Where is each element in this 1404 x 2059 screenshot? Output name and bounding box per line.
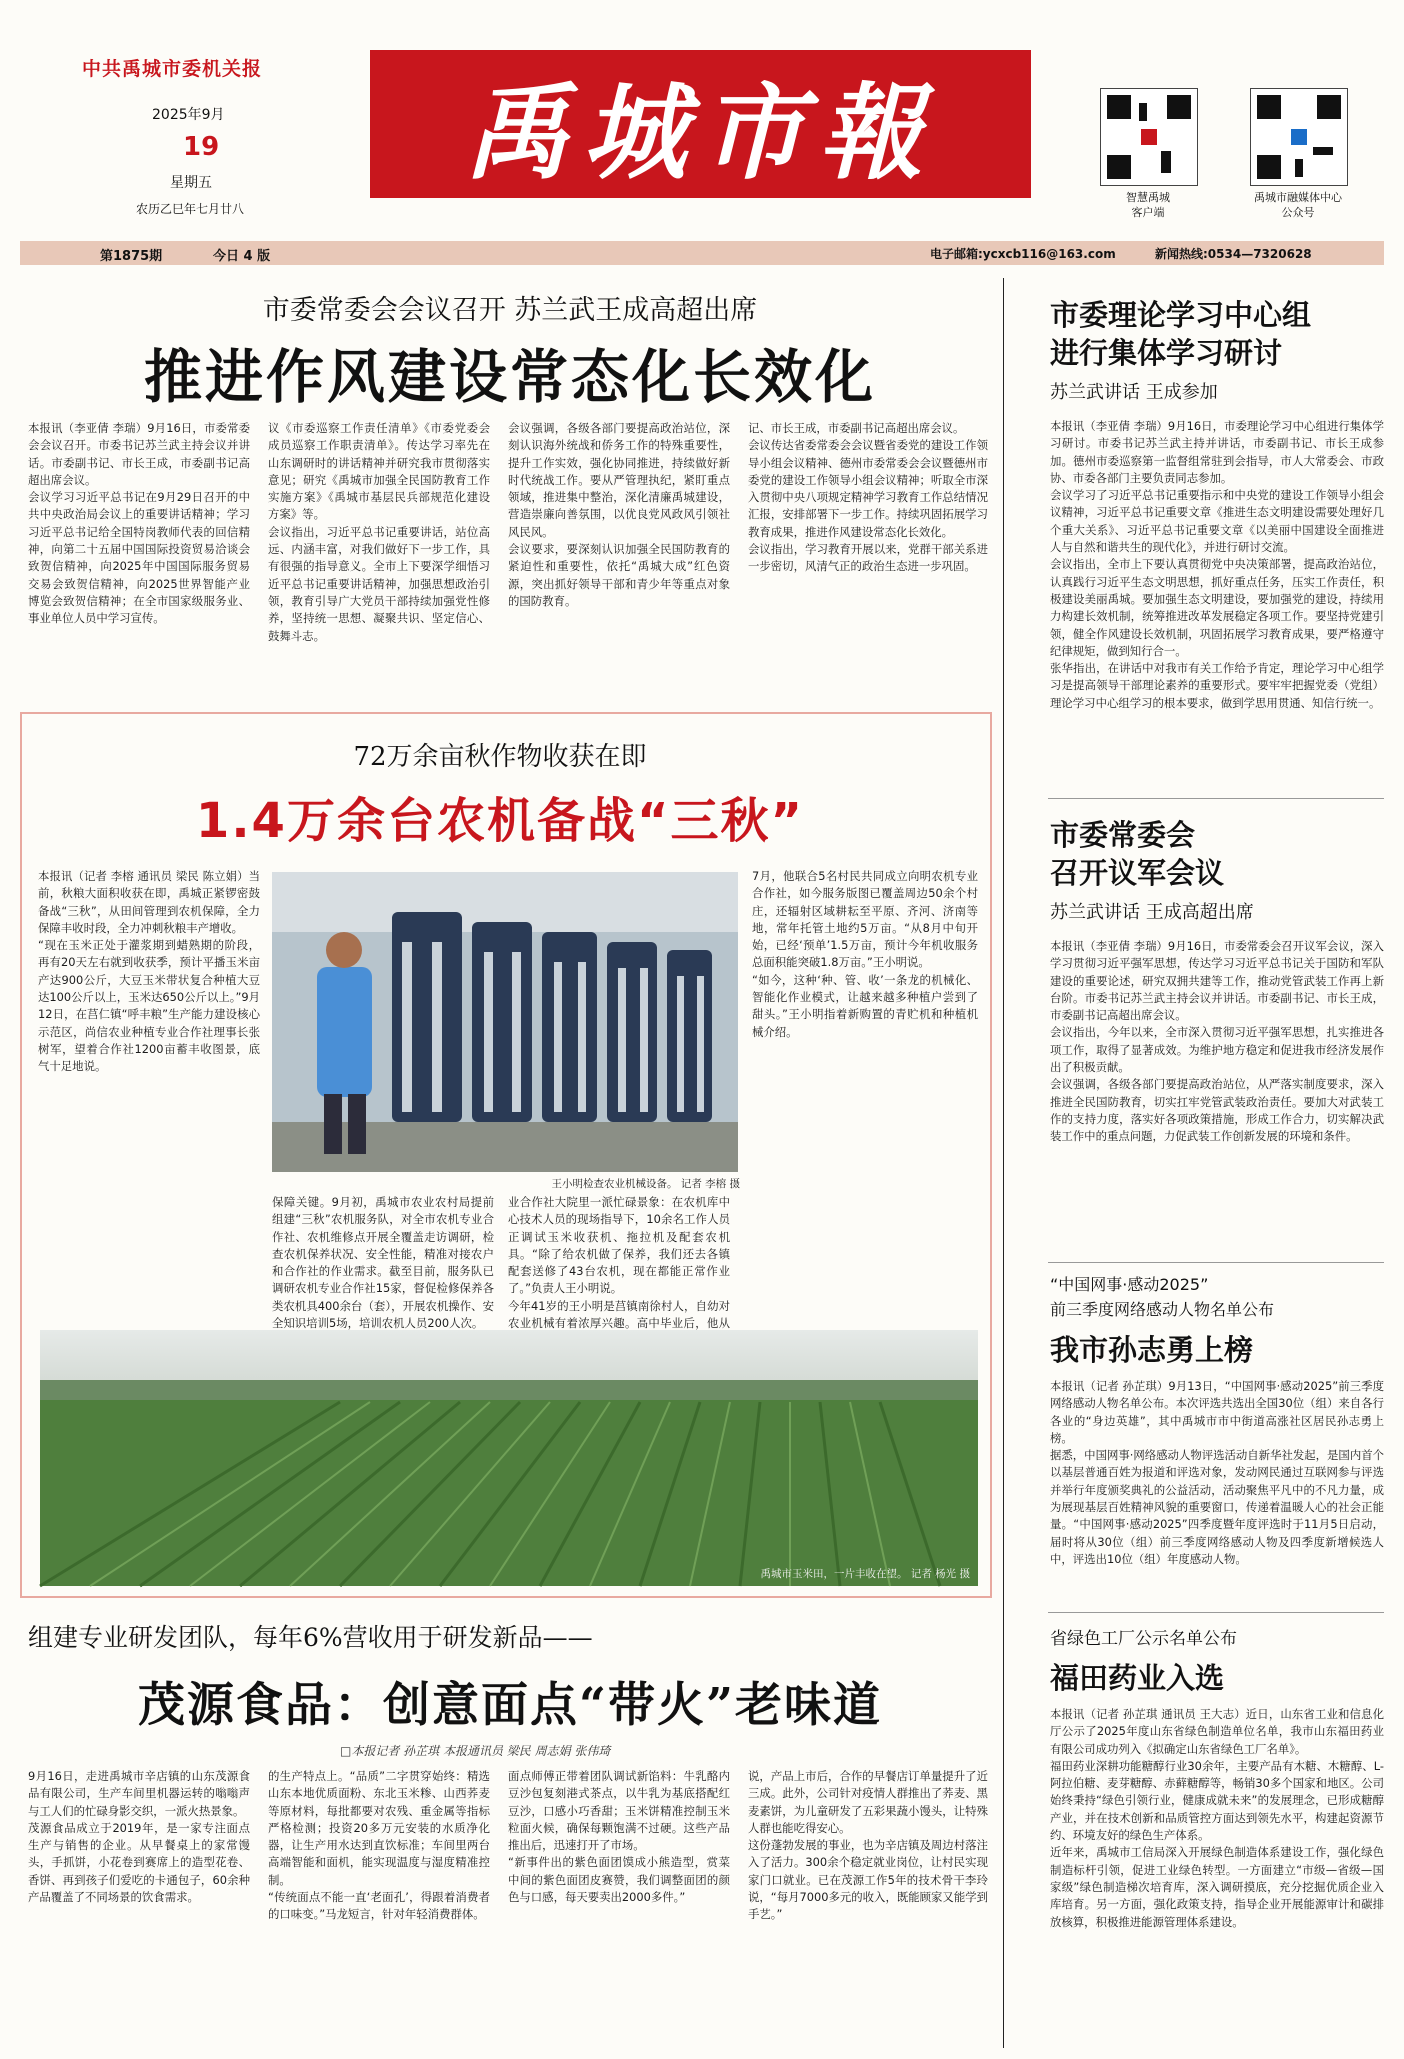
sidebar-a2-text: 本报讯（李亚倩 李瑞）9月16日，市委常委会召开议军会议，深入学习贯彻习近平强军思想，传达学习习近平总书记关于国防和军队建设的重要论述，研究双拥共建等工作，推动党管武装工作再上新台阶。市委书记苏兰武主持会议并讲话。市委副书记、市长王成，市委副书记高超出席会议。 会议指出，今年以来，全市深入贯彻习近平强军思想，扎实推进各项工作，取得了显著成效。为维护地方稳定和促进我市经济发展作出了积极贡献。 会议强调，各级各部门要提高政治站位，从严落实制度要求，深入推进全民国防教育，切实扛牢党管武装政治责任。要加大对武装工作的支持力度，落实好各项政策措施，形成工作合力，切实解决武装工作中的重点问题，力促武装工作创新发展的环境和条件。 — [1050, 939, 1384, 1144]
sidebar-a3-text: 本报讯（记者 孙芷琪）9月13日，“中国网事·感动2025”前三季度网络感动人物名单公布。本次评选共选出全国30位（组）来自各行各业的“身边英雄”，其中禹城市市中街道高涨社区居民孙志勇上榜。 据悉，中国网事·网络感动人物评选活动自新华社发起，是国内首个以基层普通百姓为报道和评选对象，发动网民通过互联网参与评选并举行年度颁奖典礼的公益活动，活动聚焦平凡中的不凡力量，成为展现基层百姓精神风貌的重要窗口，传递着温暖人心的社会正能量。“中国网事·感动2025”四季度暨年度评选时于11月5日启动，届时将从30位（组）前三季度网络感动人物及四季度新增候选人中，评选出10位（组）年度感动人物。 — [1050, 1379, 1384, 1566]
harvest-col-4: 7月，他联合5名村民共同成立向明农机专业合作社，如今服务版图已覆盖周边50余个村庄，还辐射区域耕耘至平原、齐河、济南等地，常年托管土地约5万亩。“从8月中旬开始，已经‘预单’1.5万亩，预计今年机收服务总面积能突破1.8万亩。”王小明说。 “如今，这种‘种、管、收’一条龙的机械化、智能化作业模式，让越来越多种植户尝到了甜头。”王小明指着新购置的青贮机和种植机械介绍。 — [752, 869, 978, 1039]
sidebar-a1-sub: 苏兰武讲话 王成参加 — [1050, 382, 1218, 403]
sidebar-a4-kicker: 省绿色工厂公示名单公布 — [1050, 1629, 1237, 1649]
date-day: 19 — [183, 132, 220, 162]
lead-kicker: 市委常委会会议召开 苏兰武王成高超出席 — [262, 295, 758, 326]
maoyuan-col-1: 9月16日，走进禹城市辛店镇的山东茂源食品有限公司，生产车间里机器运转的嗡嗡声与工人们的忙碌身影交织，一派火热景象。 茂源食品成立于2019年，是一家专注面点生产与销售的企业。从早餐桌上的家常馒头，手抓饼，小花卷到赛席上的造型花卷、香饼、再到孩子们爱吃的卡通包子，60余种产品覆盖了不同场景的饮食需求。 — [28, 1769, 250, 1905]
contact-email: 电子邮箱:ycxcb116@163.com — [930, 247, 1116, 261]
qr-wechat-label: 禹城市融媒体中心 公众号 — [1254, 191, 1342, 219]
maoyuan-headline: 茂源食品：创意面点“带火”老味道 — [137, 1678, 883, 1733]
lead-col-1: 本报讯（李亚倩 李瑞）9月16日，市委常委会会议召开。市委书记苏兰武主持会议并讲话。市委副书记、市长王成，市委副书记高超出席会议。 会议学习习近平总书记在9月29日召开的中共中央政治局会议上的重要讲话精神；学习习近平总书记给全国特岗教师代表的回信精神，向第二十五届中国国际投资贸易洽谈会致贺信精神，向2025年中国国际服务贸易交易会致贺信精神，向2025世界智能产业博览会致贺信精神；在全市国家级服务业、事业单位人员中学习宣传。 — [28, 421, 250, 626]
farmer-photo-svg — [272, 872, 738, 1172]
harvest-kicker: 72万余亩秋作物收获在即 — [353, 742, 647, 772]
date-lunar: 农历乙巳年七月廿八 — [136, 202, 245, 216]
sidebar-a3-kicker: “中国网事·感动2025” 前三季度网络感动人物名单公布 — [1050, 1275, 1275, 1319]
sidebar-divider-3 — [1048, 1612, 1384, 1613]
date-weekday: 星期五 — [170, 175, 212, 191]
date-year-month: 2025年9月 — [152, 107, 225, 123]
lead-col-2: 议《市委巡察工作责任清单》《市委党委会成员巡察工作职责清单》。传达学习率先在山东调研时的讲话精神并研究我市贯彻落实意见；研究《禹城市加强全民国防教育工作实施方案》《禹城市基层民兵部规范化建设方案》等。 会议指出，习近平总书记重要讲话，站位高远、内涵丰富，对我们做好下一步工作，具有很强的指导意义。全市上下要深学细悟习近平总书记重要讲话精神，加强思想政治引领，教育引导广大党员干部持续加强党性修养，坚持统一思想、凝聚共识、坚定信心、鼓舞斗志。 — [268, 421, 490, 643]
maoyuan-kicker: 组建专业研发团队，每年6%营收用于研发新品—— — [28, 1623, 593, 1652]
farmer-machinery-photo — [272, 872, 738, 1172]
cornfield-photo-svg — [40, 1330, 978, 1586]
harvest-col-2: 保障关键。9月初，禹城市农业农村局提前组建“三秋”农机服务队，对全市农机专业合作社、农机维修点开展全覆盖走访调研，检查农机保养状况、安全性能，精准对接农户和合作社的作业需求。截至目前，服务队已调研农机专业合作社15家，督促检修保养各类农机具400余台（套），开展农机操作、安全知识培训5场，培训农机人员200人次。 — [272, 1195, 494, 1331]
sidebar-a2-headline: 市委常委会 召开议军会议 — [1050, 818, 1225, 890]
lead-headline: 推进作风建设常态化长效化 — [143, 343, 876, 411]
sidebar-divider-2 — [1048, 1262, 1384, 1263]
newspaper-title: 禹城市報 — [464, 71, 937, 194]
qr-app-label: 智慧禹城 客户端 — [1126, 191, 1170, 219]
issue-number: 第1875期 — [100, 249, 163, 264]
sidebar-a3-headline: 我市孙志勇上榜 — [1050, 1333, 1254, 1367]
farmer-photo-caption: 王小明检查农业机械设备。 记者 李榕 摄 — [551, 1178, 740, 1190]
vertical-divider — [1003, 278, 1004, 2048]
maoyuan-col-3: 面点师傅正带着团队调试新馅料：牛乳酪内豆沙包复刻港式茶点，以牛乳为基底搭配红豆沙，口感小巧香甜；玉米饼精准控制玉米粒面火候，确保每颗饱满不过硬。这些产品推出后，迅速打开了市场。 “新事件出的紫色面团馍成小熊造型，赏菜中间的紫色面团皮赛赞，我们调整面团的颜色与口感，每天要卖出2000多件。” — [508, 1769, 730, 1905]
sidebar-a4-text: 本报讯（记者 孙芷琪 通讯员 王大志）近日，山东省工业和信息化厅公示了2025年度山东省绿色制造单位名单，我市山东福田药业有限公司成功列入《拟确定山东省绿色工厂名单》。 福田药业深耕功能糖醇行业30余年，主要产品有木糖、木糖醇、L-阿拉伯糖、麦芽糖醇、赤藓糖醇等，畅销30多个国家和地区。公司始终秉持“绿色引领行业，健康成就未来”的发展理念，已形成糖醇产业，并在技术创新和品质管控方面达到领先水平，构建起资源节约、环境友好的绿色生产体系。 近年来，禹城市工信局深入开展绿色制造体系建设工作，强化绿色制造标杆引领，促进工业绿色转型。一方面建立“市级—省级—国家级”绿色制造梯次培育库，深入调研摸底，充分挖掘优质企业入库培育。另一方面，强化政策支持，指导企业开展能源审计和碳排放核算，积极推进能源管理体系建设。 — [1050, 1707, 1384, 1929]
cornfield-photo — [40, 1330, 978, 1586]
sidebar-divider-1 — [1048, 798, 1384, 799]
sidebar-a1-headline: 市委理论学习中心组 进行集体学习研讨 — [1050, 298, 1312, 370]
lead-col-3: 会议强调，各级各部门要提高政治站位，深刻认识海外统战和侨务工作的特殊重要性，提升工作实效，强化协同推进，持续做好新时代统战工作。要从严管理执纪，紧盯重点领域，推进集中整治，深化清廉禹城建设，营造崇廉向善氛围，以优良党风政风引领社风民风。 会议要求，要深刻认识加强全民国防教育的紧迫性和重要性，依托“禹城大成”红色资源，突出抓好领导干部和青少年等重点对象的国防教育。 — [508, 421, 730, 608]
sidebar-a4-headline: 福田药业入选 — [1050, 1661, 1225, 1695]
qr-code-wechat — [1250, 88, 1348, 186]
sidebar-a1-text: 本报讯（李亚倩 李瑞）9月16日，市委理论学习中心组进行集体学习研讨。市委书记苏兰武主持并讲话，市委副书记、市长王成参加。德州市委巡察第一监督组常驻到会指导，市人大常委会、市政协、市委各部门主要负责同志参加。 会议学习了习近平总书记重要指示和中央党的建设工作领导小组会议精神，习近平总书记重要文章《推进生态文明建设需要处理好几个重大关系》、习近平总书记重要文章《以美丽中国建设全面推进人与自然和谐共生的现代化》，并进行研讨交流。 会议指出，全市上下要认真贯彻党中央决策部署，提高政治站位，认真践行习近平生态文明思想，抓好重点任务，压实工作责任，积极建设美丽禹城。要加强生态文明建设，要加强党的建设，持续用力构建长效机制，统筹推进改革发展稳定各项工作。要坚持党建引领，健全作风建设长效机制，巩固拓展学习教育成果，要严格遵守纪律规矩，做到知行合一。 张华指出，在讲话中对我市有关工作给予肯定，理论学习中心组学习是提高领导干部理论素养的重要形式。要牢牢把握党委（党组）理论学习中心组学习的根本要求，做到学思用贯通、知信行统一。 — [1050, 419, 1384, 710]
cornfield-photo-caption: 禹城市玉米田，一片丰收在望。 记者 杨光 摄 — [760, 1568, 970, 1580]
harvest-col-3: 业合作社大院里一派忙碌景象：在农机库中心技术人员的现场指导下，10余名工作人员正调试玉米收获机、拖拉机及配套农机具。“除了给农机做了保养，我们还去各镇配套送修了43台农机，现在都能正常作业了。”负责人王小明说。 今年41岁的王小明是莒镇南徐村人，自幼对农业机械有着浓厚兴趣。高中毕业后，他从 — [508, 1195, 730, 1331]
news-hotline: 新闻热线:0534—7320628 — [1155, 247, 1312, 261]
page-count: 今日 4 版 — [213, 249, 271, 264]
harvest-col-1: 本报讯（记者 李榕 通讯员 梁民 陈立娟）当前，秋粮大面积收获在即，禹城正紧锣密鼓备战“三秋”，从田间管理到农机保障，全力保障丰收时段，全力冲刺秋粮丰产增收。 “现在玉米正处于灌浆期到蜡熟期的阶段，再有20天左右就到收获季，预计平播玉米亩产达900公斤，大豆玉米带状复合种植大豆达100公斤以上，玉米达650公斤以上。”9月12日，在莒仁镇“呼丰粮”生产能力建设核心示范区，尚信农业种植专业合作社理事长张树军，望着合作社1200亩蓄丰收图景，底气十足地说。 — [38, 869, 260, 1074]
harvest-headline: 1.4万余台农机备战“三秋” — [195, 793, 805, 849]
org-label: 中共禹城市委机关报 — [82, 58, 263, 80]
maoyuan-col-4: 说，产品上市后，合作的早餐店订单量提升了近三成。此外，公司针对疫情人群推出了荞麦、黑麦素饼，为儿童研发了五彩果蔬小馒头，让特殊人群也能吃得安心。 这份蓬勃发展的事业，也为辛店镇及周边村落注入了活力。300余个稳定就业岗位，让村民实现家门口就业。已在茂源工作5年的技术骨干李玲说，“每月7000多元的收入，既能顾家又能学到手艺。” — [748, 1769, 988, 1922]
masthead-banner — [370, 50, 1031, 198]
qr-code-app — [1100, 88, 1198, 186]
sidebar-a2-sub: 苏兰武讲话 王成高超出席 — [1050, 902, 1254, 923]
maoyuan-col-2: 的生产特点上。“品质”二字贯穿始终：精选山东本地优质面粉、东北玉米糁、山西荞麦等原材料，每批都要对农残、重金属等指标严格检测；投资20多万元安装的水质净化器，让生产用水达到直饮标准；车间里两台高端智能和面机，能实现温度与湿度精准控制。 “传统面点不能一直‘老面孔’，得跟着消费者的口味变。”马龙短言，针对年轻消费群体。 — [268, 1769, 490, 1922]
lead-col-4: 记、市长王成，市委副书记高超出席会议。 会议传达省委常委会会议暨省委党的建设工作领导小组会议精神、德州市委常委会会议暨德州市委党的建设工作领导小组会议精神；听取全市深入贯彻中央八项规定精神学习教育工作总结情况汇报，安排部署下一步工作。持续巩固拓展学习教育成果，推进作风建设常态化长效化。 会议指出，学习教育开展以来，党群干部关系进一步密切，风清气正的政治生态进一步巩固。 — [748, 421, 988, 574]
maoyuan-byline: □本报记者 孙芷琪 本报通讯员 梁民 周志娟 张伟琦 — [340, 1744, 611, 1758]
